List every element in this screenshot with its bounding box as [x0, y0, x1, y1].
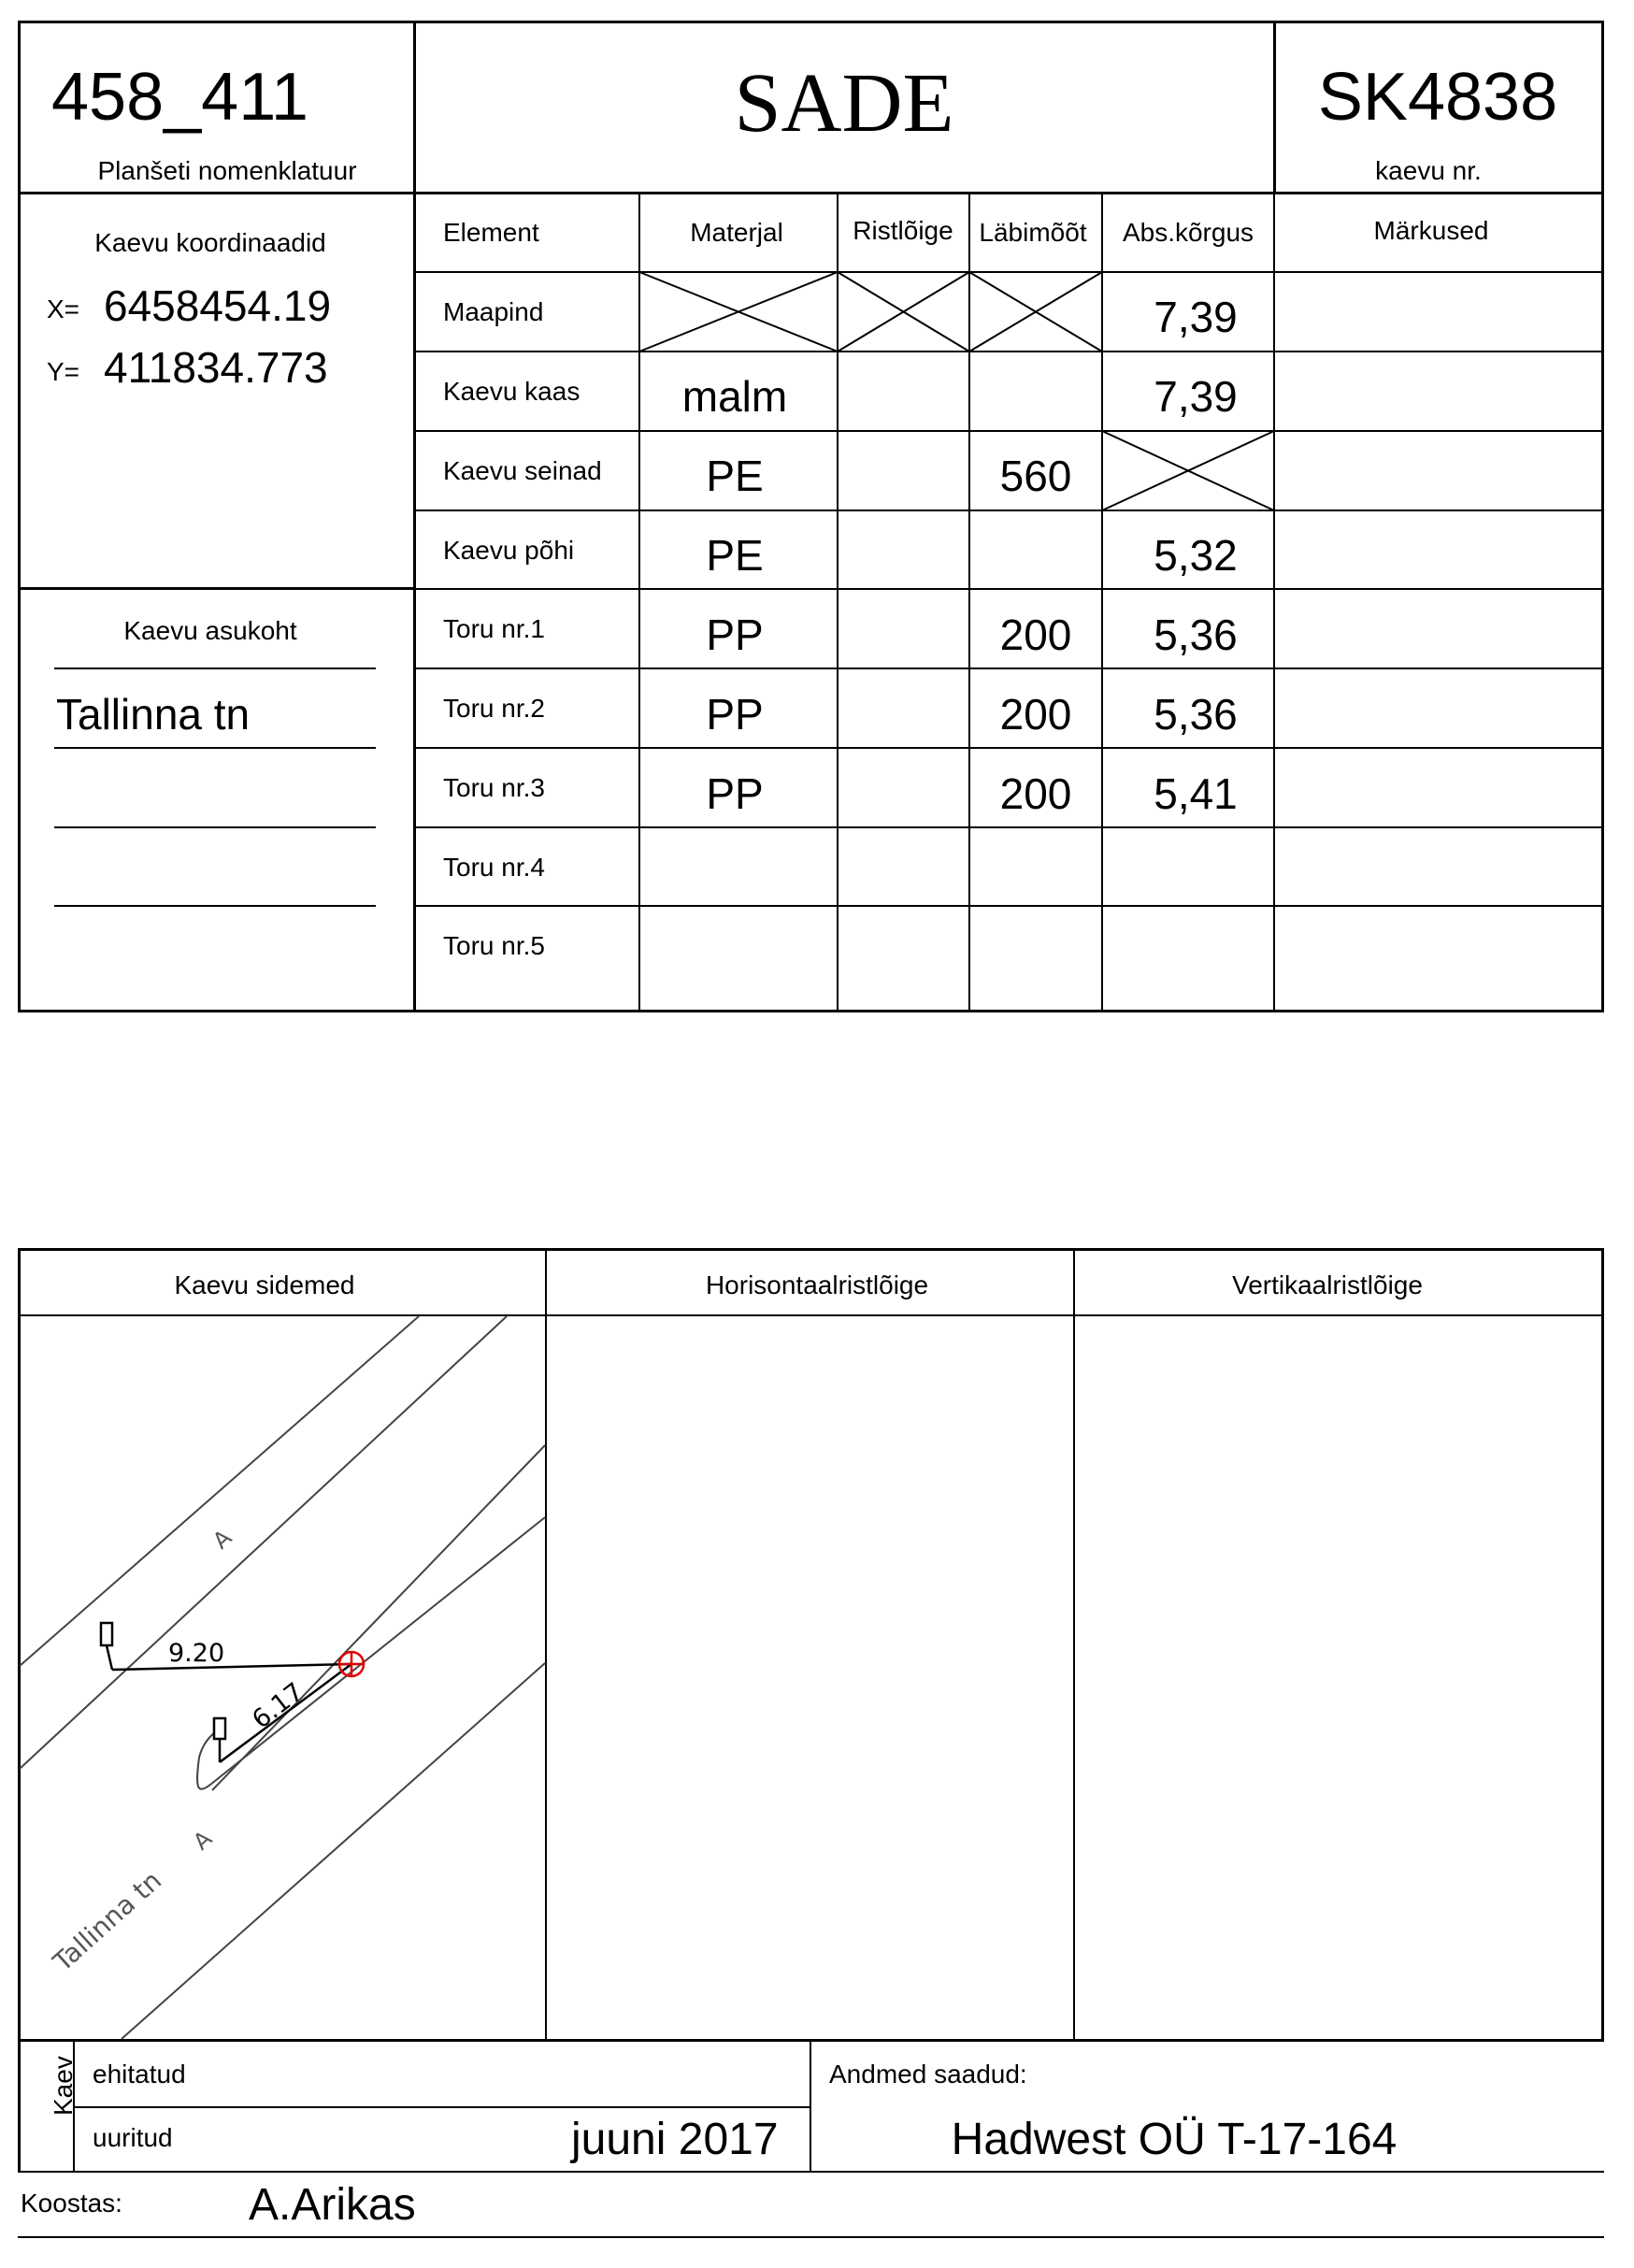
y-value: 411834.773 [104, 343, 328, 392]
row-element: Kaevu seinad [443, 456, 602, 485]
row-elevation: 5,32 [1154, 531, 1238, 580]
built-label: ehitatud [93, 2060, 186, 2089]
row-elevation: 5,36 [1154, 690, 1238, 739]
row-material: PP [706, 690, 764, 739]
x-value: 6458454.19 [104, 281, 332, 330]
row-element: Toru nr.4 [443, 853, 545, 882]
data-from-value: Hadwest OÜ T-17-164 [951, 2115, 1398, 2164]
location-label: Kaevu asukoht [123, 616, 297, 645]
street-name-label: Tallinna tn [47, 1864, 168, 1978]
sheet-label: Planšeti nomenklatuur [97, 156, 357, 185]
column-header-diameter: Läbimõõt [979, 218, 1087, 247]
row-element: Toru nr.3 [443, 773, 545, 802]
x-label: X= [47, 294, 80, 323]
data-from-label: Andmed saadud: [829, 2060, 1027, 2089]
row-elevation: 7,39 [1154, 372, 1238, 421]
sketch-header-vertical: Vertikaalristlõige [1232, 1270, 1423, 1299]
surveyed-date: juuni 2017 [571, 2115, 779, 2164]
coordinates-label: Kaevu koordinaadid [94, 228, 326, 257]
row-element: Toru nr.1 [443, 614, 545, 643]
row-material: PP [706, 610, 764, 659]
sketch-header-ties: Kaevu sidemed [174, 1270, 355, 1299]
distance-label-9-20: 9.20 [168, 1639, 225, 1668]
row-element: Kaevu põhi [443, 536, 575, 565]
sheet-number: 458_411 [51, 60, 308, 135]
row-elevation: 5,36 [1154, 610, 1238, 659]
column-header-cross: Ristlõige [853, 216, 953, 245]
row-diameter: 200 [999, 690, 1072, 739]
surveyed-label: uuritud [93, 2123, 173, 2152]
well-label: kaevu nr. [1375, 156, 1482, 185]
page-title: SADE [734, 57, 954, 150]
row-diameter: 200 [999, 610, 1072, 659]
well-number: SK4838 [1317, 60, 1558, 135]
location-line-1: Tallinna tn [56, 690, 251, 739]
line-label-a-bottom: A [188, 1825, 218, 1856]
kaev-label: Kaev [49, 2056, 78, 2116]
row-element: Kaevu kaas [443, 377, 580, 406]
reference-point-marker [101, 1623, 112, 1645]
reference-point-marker [214, 1718, 225, 1739]
distance-label-6-17: 6.17 [247, 1677, 309, 1735]
row-diameter: 200 [999, 769, 1072, 818]
well-marker [339, 1652, 364, 1676]
column-header-elevation: Abs.kõrgus [1122, 218, 1254, 247]
line-label-a-top: A [208, 1524, 237, 1555]
row-elevation: 7,39 [1154, 293, 1238, 341]
row-element: Toru nr.5 [443, 931, 545, 960]
row-material: PE [706, 531, 764, 580]
row-material: PP [706, 769, 764, 818]
column-header-notes: Märkused [1373, 216, 1489, 245]
compiled-value: A.Arikas [249, 2180, 416, 2230]
row-diameter: 560 [999, 452, 1072, 500]
compiled-label: Koostas: [21, 2189, 122, 2218]
row-element: Toru nr.2 [443, 694, 545, 723]
column-header-material: Materjal [690, 218, 783, 247]
row-elevation: 5,41 [1154, 769, 1238, 818]
y-label: Y= [47, 357, 80, 386]
row-material: malm [681, 372, 788, 421]
row-material: PE [706, 452, 764, 500]
row-element: Maapind [443, 297, 544, 326]
column-header-element: Element [443, 218, 539, 247]
sketch-header-horizontal: Horisontaalristlõige [705, 1270, 929, 1299]
